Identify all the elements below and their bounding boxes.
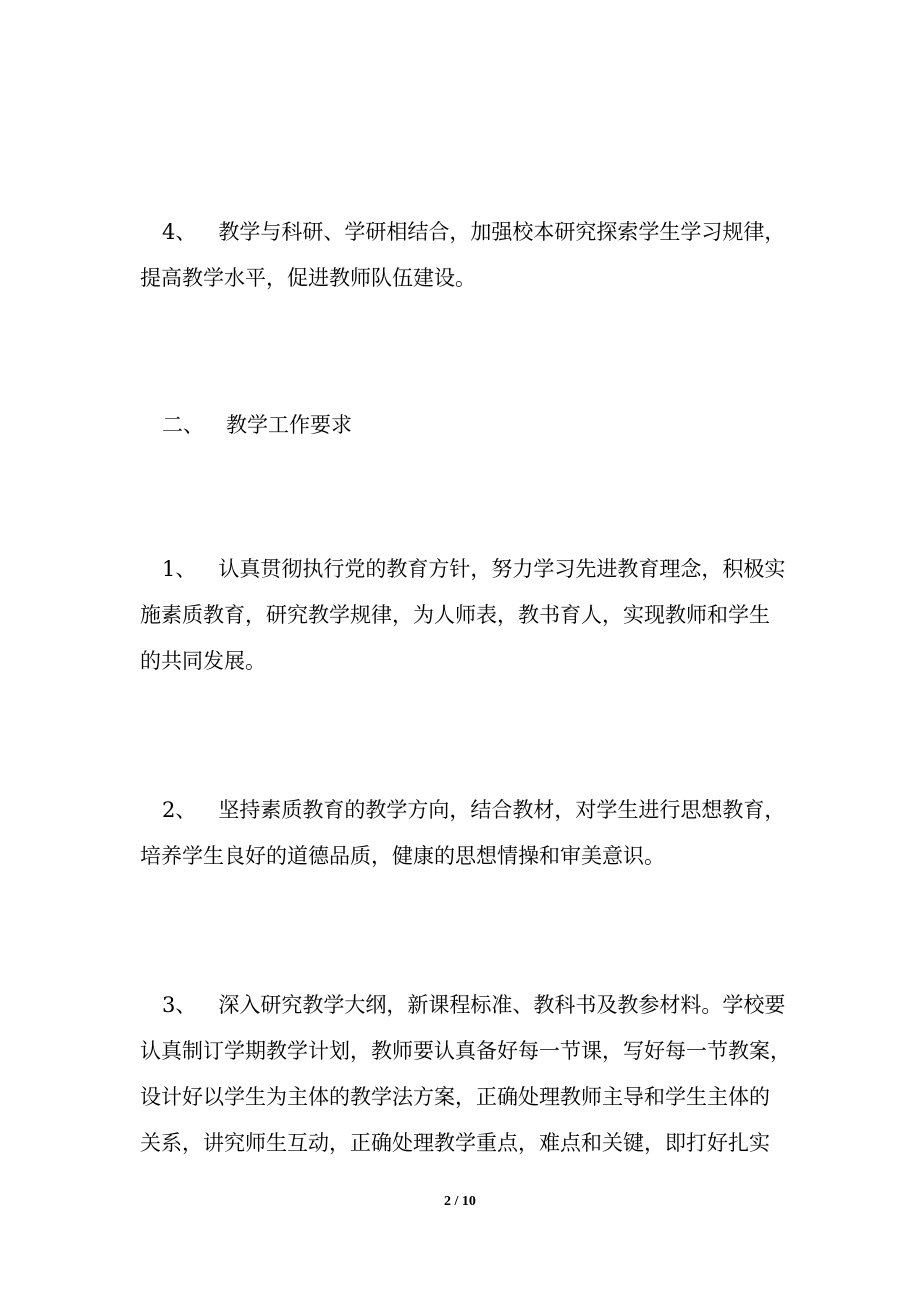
page-number: 2 / 10: [444, 1194, 476, 1209]
line-text: 坚持素质教育的教学方向，结合教材，对学生进行思想教育，: [218, 798, 786, 822]
section-title: 教学工作要求: [226, 413, 352, 437]
paragraph-line: 认真制订学期教学计划，教师要认真备好每一节课，写好每一节教案，: [140, 1039, 791, 1063]
paragraph-line: 的共同发展。: [140, 649, 266, 673]
paragraph-line: 培养学生良好的道德品质，健康的思想情操和审美意识。: [140, 844, 665, 868]
paragraph-2: [140, 787, 790, 879]
item-number: 3、: [162, 993, 197, 1017]
paragraph-line: [140, 787, 790, 833]
paragraph-1: [140, 546, 790, 684]
line-text: 教学与科研、学研相结合，加强校本研究探索学生学习规律，: [218, 220, 786, 244]
item-number: 4、: [162, 220, 197, 244]
paragraph-line: [140, 982, 790, 1028]
paragraph-line: [140, 546, 790, 592]
paragraph-line: 设计好以学生为主体的教学法方案，正确处理教师主导和学生主体的: [140, 1085, 770, 1109]
item-number: 1、: [162, 557, 197, 581]
paragraph-3: [140, 982, 790, 1166]
line-text: 深入研究教学大纲，新课程标准、教科书及教参材料。学校要: [218, 993, 786, 1017]
section-number: 二、: [162, 413, 204, 437]
item-number: 2、: [162, 798, 197, 822]
paragraph-line: 提高教学水平，促进教师队伍建设。: [140, 266, 476, 290]
paragraph-4: [140, 209, 790, 301]
paragraph-line: [140, 209, 790, 255]
line-text: 认真贯彻执行党的教育方针，努力学习先进教育理念，积极实: [218, 557, 786, 581]
section-heading: [162, 402, 352, 448]
paragraph-line: 施素质教育，研究教学规律，为人师表，教书育人，实现教师和学生: [140, 603, 770, 627]
paragraph-line: 关系，讲究师生互动，正确处理教学重点，难点和关键，即打好扎实: [140, 1131, 770, 1155]
